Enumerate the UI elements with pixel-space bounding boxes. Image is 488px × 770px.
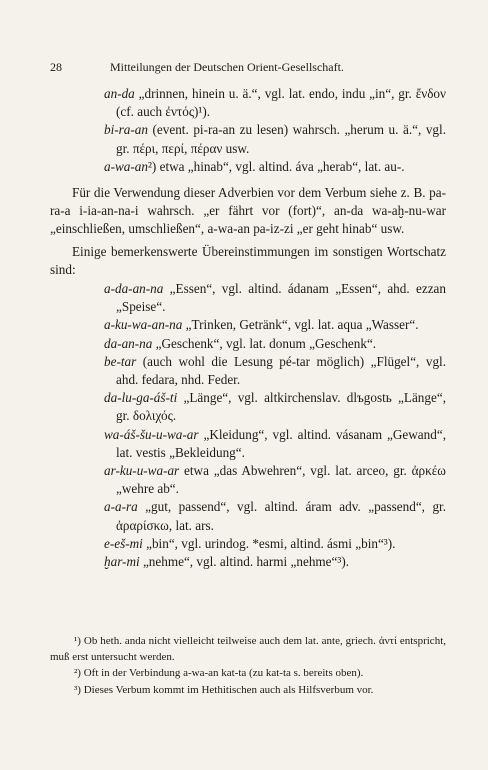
entry-term: a-a-ra (104, 499, 138, 515)
list-item (62, 85, 446, 121)
footnote: ³) Dieses Verbum kommt im Hethitischen auch als Hilfsverbum vor. (74, 683, 374, 696)
entry-gloss: „bin“, vgl. urindog. *esmi, altind. ásmi „bin“³). (142, 535, 396, 551)
entry-gloss: „gut, passend“, vgl. altind. áram adv. „passend“, gr. ἀραρίσκω, lat. ars. (116, 499, 446, 533)
list-item (62, 158, 446, 176)
adverb-list (50, 85, 446, 176)
entry-term: da-lu-ga-áš-ti (104, 390, 178, 406)
list-item (60, 553, 446, 571)
entry-term: da-an-na (104, 335, 153, 351)
entry-term: be-tar (104, 353, 137, 369)
footnotes (50, 634, 446, 699)
list-item (60, 426, 446, 462)
body-text (50, 85, 446, 571)
entry-gloss: „Kleidung“, vgl. altind. vásanam „Gewand“, lat. vestis „Bekleidung“. (116, 426, 446, 460)
entry-term: a-da-an-na (104, 281, 164, 297)
entry-gloss: „Geschenk“, vgl. lat. donum „Geschenk“. (152, 335, 377, 351)
footnote: ¹) Ob heth. anda nicht vielleicht teilweise auch dem lat. ante, griech. ἀντί entspricht, muß erst untersucht werden. (50, 635, 446, 663)
list-item (62, 121, 446, 157)
list-item (60, 280, 446, 316)
entry-term: e-eš-mi (104, 535, 143, 551)
entry-gloss: „Trinken, Getränk“, vgl. lat. aqua „Wasser“. (182, 317, 419, 333)
entry-term: ar-ku-u-wa-ar (104, 463, 180, 479)
entry-term: ḫar-mi (104, 554, 140, 570)
list-item (60, 316, 446, 334)
list-item (60, 498, 446, 534)
entry-term: bi-ra-an (104, 122, 148, 138)
running-header (50, 60, 444, 74)
vocabulary-list (50, 280, 446, 571)
paragraph: Für die Verwendung dieser Adverbien vor dem Verbum siehe z. B. pa-ra-a i-ia-an-na-i wahrsch. „er fährt vor (fort)“, an-da wa-aḫ-nu-war „einschließen, umschließen“, a-wa-an pa-iz-zi „er geht hinab“ usw. (50, 185, 446, 237)
entry-gloss: „drinnen, hinein u. ä.“, vgl. lat. endo, indu „in“, gr. ἔνδον (cf. auch ἐντός)¹). (116, 86, 446, 120)
footnote: ²) Oft in der Verbindung a-wa-an kat-ta (zu kat-ta s. bereits oben). (74, 667, 364, 679)
entry-term: a-ku-wa-an-na (104, 317, 183, 333)
entry-gloss: ²) etwa „hinab“, vgl. altind. áva „herab“, lat. au-. (147, 158, 405, 174)
list-item (60, 462, 446, 498)
header-title: Mitteilungen der Deutschen Orient-Gesellschaft. (110, 60, 344, 74)
entry-gloss: (event. pi-ra-an zu lesen) wahrsch. „herum u. ä.“, vgl. gr. πέρι, περί, πέραν usw. (116, 122, 446, 156)
entry-gloss: „nehme“, vgl. altind. harmi „nehme“³). (139, 554, 350, 570)
list-item (60, 389, 446, 425)
paragraph: Einige bemerkenswerte Übereinstimmungen im sonstigen Wortschatz sind: (50, 243, 446, 277)
page-number: 28 (50, 60, 62, 74)
list-item (60, 353, 446, 389)
entry-gloss: (auch wohl die Lesung pé-tar möglich) „Flügel“, vgl. ahd. fedara, nhd. Feder. (116, 353, 446, 388)
entry-term: wa-áš-šu-u-wa-ar (104, 426, 199, 442)
entry-term: a-wa-an (104, 158, 148, 174)
entry-gloss: etwa „das Abwehren“, vgl. lat. arceo, gr. ἀρκέω „wehre ab“. (116, 463, 446, 497)
list-item (60, 335, 446, 353)
entry-term: an-da (104, 86, 135, 101)
entry-gloss: „Essen“, vgl. altind. ádanam „Essen“, ahd. ezzan „Speise“. (116, 281, 446, 315)
entry-gloss: „Länge“, vgl. altkirchenslav. dlъgostь „Länge“, gr. δολιχός. (116, 390, 446, 424)
list-item (60, 535, 446, 553)
